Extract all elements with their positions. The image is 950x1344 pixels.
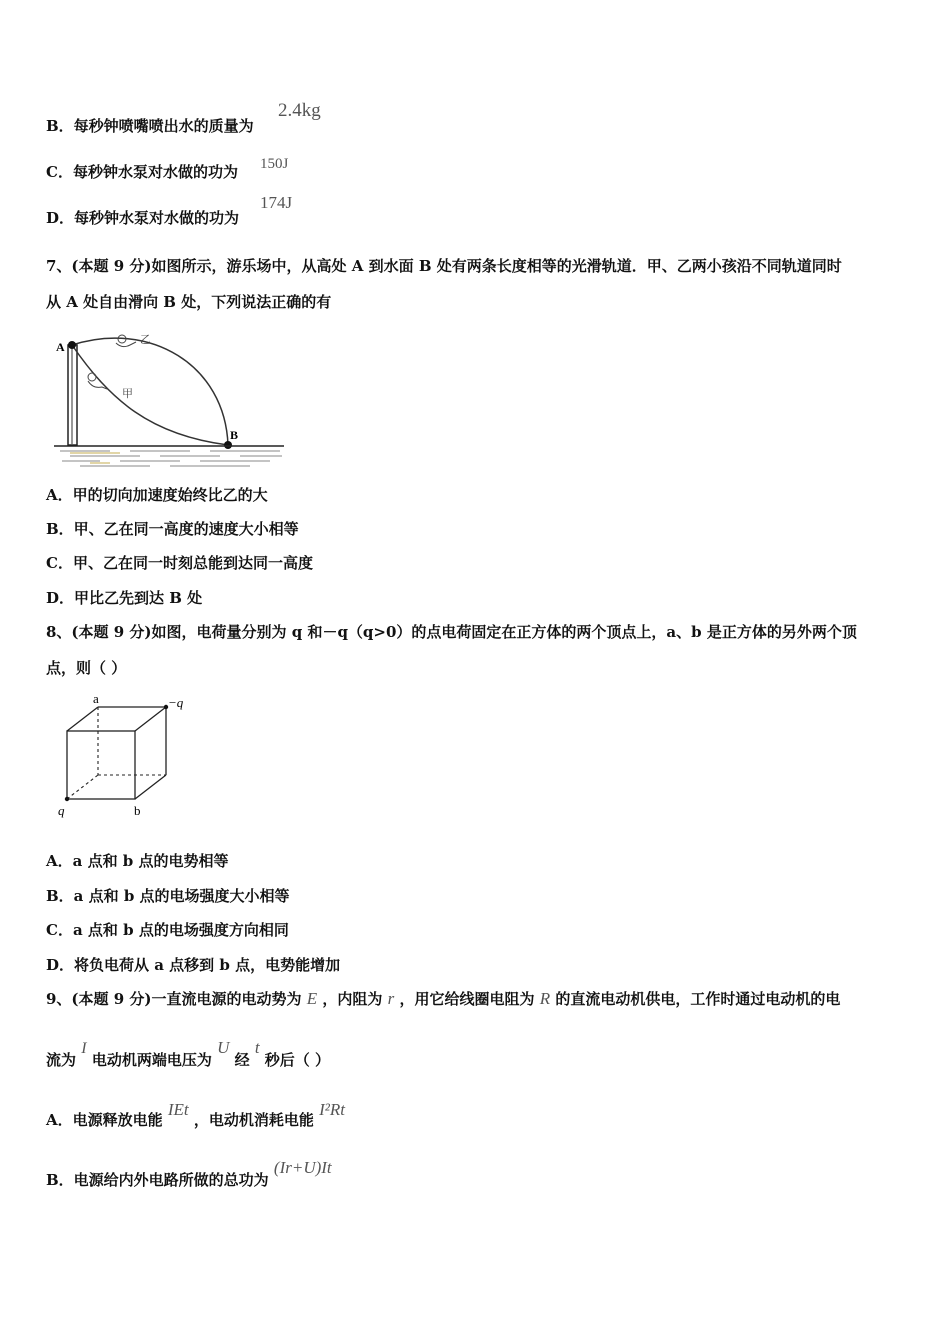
q8-label-a: a <box>93 693 99 706</box>
q7-label-yi: 乙 <box>140 333 151 346</box>
q8-label-neg-q: −q <box>168 695 184 710</box>
q9-symbol-e: E <box>306 989 318 1008</box>
q7-slide-figure <box>50 325 290 473</box>
q7-option-a: A．甲的切向加速度始终比乙的大 <box>46 486 268 504</box>
q8-option-d: D．将负电荷从 a 点移到 b 点，电势能增加 <box>46 956 341 974</box>
q9-option-b-formula: (Ir+U)It <box>273 1158 332 1177</box>
q9-symbol-big-r: R <box>539 989 551 1008</box>
q8-cube-figure <box>50 693 200 821</box>
q6-option-b: B．每秒钟喷嘴喷出水的质量为 <box>46 117 254 135</box>
q8-vertex-q <box>65 797 69 801</box>
q9-option-a-formula-1: IEt <box>167 1100 189 1119</box>
q7-option-b: B．甲、乙在同一高度的速度大小相等 <box>46 520 299 538</box>
q9-symbol-u: U <box>217 1038 230 1057</box>
q7-kid-jia-icon <box>88 373 107 389</box>
q7-label-a: A <box>56 340 65 354</box>
q6-option-d-formula: 174J <box>260 193 293 212</box>
q8-option-a: A．a 点和 b 点的电势相等 <box>46 852 229 870</box>
q7-label-b: B <box>230 428 239 442</box>
q9-stem-line2: 流为 I 电动机两端电压为 U 经 t 秒后（ ） <box>46 1038 331 1069</box>
q9-symbol-t: t <box>254 1038 260 1057</box>
q6-option-c: C．每秒钟水泵对水做的功为 <box>46 163 238 181</box>
q6-option-c-formula: 150J <box>260 156 289 172</box>
q8-option-b: B．a 点和 b 点的电场强度大小相等 <box>46 887 290 905</box>
q7-stem-line2: 从 A 处自由滑向 B 处，下列说法正确的有 <box>46 293 332 311</box>
q9-symbol-i: I <box>81 1040 87 1057</box>
q7-option-c: C．甲、乙在同一时刻总能到达同一高度 <box>46 554 313 572</box>
q7-kid-yi-icon <box>116 335 136 347</box>
q7-option-d: D．甲比乙先到达 B 处 <box>46 589 203 607</box>
q9-stem-line1: 9、(本题 9 分)一直流电源的电动势为 E ，内阻为 r ，用它给线圈电阻为 R 的直流电动机供电，工作时通过电动机的电 <box>46 989 841 1008</box>
q7-label-jia: 甲 <box>122 387 133 400</box>
q7-stem-line1: 7、(本题 9 分)如图所示，游乐场中，从高处 A 到水面 B 处有两条长度相等的光滑轨道．甲、乙两小孩沿不同轨道同时 <box>46 257 842 275</box>
q8-cube-front-face <box>67 731 135 799</box>
q6-option-d: D．每秒钟水泵对水做的功为 <box>46 209 240 227</box>
q8-label-b: b <box>134 803 141 818</box>
q9-option-a-formula-2: I²Rt <box>319 1100 346 1119</box>
q9-option-b: B．电源给内外电路所做的总功为 (Ir+U)It <box>46 1158 332 1189</box>
q7-point-b <box>224 441 232 449</box>
q9-option-a: A．电源释放电能 IEt ，电动机消耗电能 I²Rt <box>46 1100 346 1129</box>
q7-point-a <box>68 341 76 349</box>
q7-track-yi <box>72 338 228 445</box>
q6-option-b-formula: 2.4kg <box>278 100 321 121</box>
q7-track-jia <box>72 345 228 445</box>
q8-option-c: C．a 点和 b 点的电场强度方向相同 <box>46 921 289 939</box>
q9-symbol-r: r <box>387 989 395 1008</box>
q8-label-q: q <box>58 803 65 818</box>
q8-stem-line1: 8、(本题 9 分)如图，电荷量分别为 q 和－q（q>0）的点电荷固定在正方体的两个顶点上，a、b 是正方体的另外两个顶 <box>46 623 857 641</box>
q8-stem-line2: 点，则（ ） <box>46 659 127 677</box>
